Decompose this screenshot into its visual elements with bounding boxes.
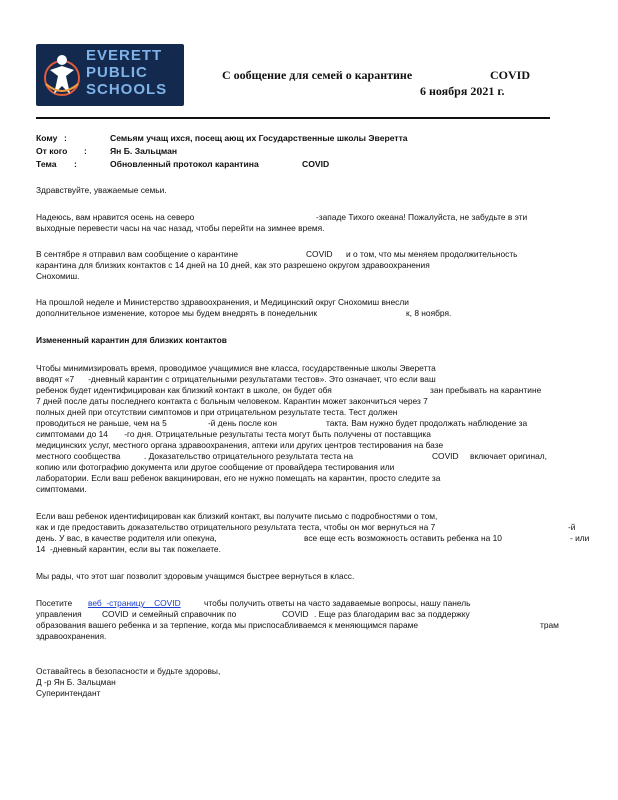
quarantine-line-6c: такта. Вам нужно будет продолжать наблюдение за <box>326 418 528 428</box>
para-autumn-1b: -западе Тихого океана! Пожалуйста, не забудьте в эти <box>316 212 528 222</box>
quarantine-line-3a: ребенок будет идентифицирован как близкий контакт в школе, он будет обя <box>36 385 332 395</box>
quarantine-line-11: лаборатории. Если ваш ребенок вакцинирован, его не нужно помещать на карантин, просто следите за <box>36 473 441 483</box>
visit-line-2c: и семейный справочник по <box>132 609 237 619</box>
visit-line-1a: Посетите <box>36 598 73 608</box>
para-september-1a: В сентябре я отправил вам сообщение о карантине <box>36 249 239 259</box>
signature-title: Суперинтендант <box>36 688 101 698</box>
quarantine-line-1: Чтобы минимизировать время, проводимое учащимися вне класса, государственные школы Эверетта <box>36 363 436 373</box>
memo-from-label: От кого <box>36 146 68 156</box>
para-autumn-1a: Надеюсь, вам нравится осень на северо <box>36 212 195 222</box>
logo-line-3: SCHOOLS <box>86 81 168 98</box>
header-divider <box>36 117 550 119</box>
quarantine-line-12: симптомами. <box>36 484 87 494</box>
memo-from-colon: : <box>84 146 87 156</box>
quarantine-line-9a: местного сообщества <box>36 451 121 461</box>
letter-line-3a: день. У вас, в качестве родителя или опекуна, <box>36 533 217 543</box>
para-autumn-2: выходные перевести часы на час назад, чтобы перейти на зимнее время. <box>36 223 325 233</box>
memo-to-colon: : <box>64 133 67 143</box>
letter-line-4: 14 -дневный карантин, если вы так пожелаете. <box>36 544 221 554</box>
para-september-1b: COVID <box>306 249 333 259</box>
memo-subject-value: Обновленный протокол карантина <box>110 159 259 169</box>
quarantine-line-7: симптомами до 14 -го дня. Отрицательные результаты теста могут быть получены от поставщика <box>36 429 431 439</box>
section-title: Измененный карантин для близких контактов <box>36 335 227 345</box>
visit-line-2a: управления <box>36 609 82 619</box>
logo-line-2: PUBLIC <box>86 64 148 81</box>
memo-to-label: Кому <box>36 133 58 143</box>
glad-line: Мы рады, что этот шаг позволит здоровым учащимся быстрее вернуться в класс. <box>36 571 355 581</box>
quarantine-line-4: 7 дней после даты последнего контакта с больным человеком. Карантин может закончиться через 7 <box>36 396 428 406</box>
title-covid: COVID <box>490 68 531 82</box>
letter-line-2b: -й <box>568 522 576 532</box>
visit-line-1b: чтобы получить ответы на часто задаваемые вопросы, нашу панель <box>204 598 471 608</box>
visit-line-2b: COVID <box>102 609 129 619</box>
memo-from-value: Ян Б. Зальцман <box>110 146 178 156</box>
quarantine-line-9b: . Доказательство отрицательного результата теста на <box>144 451 353 461</box>
para-september-3: Снохомиш. <box>36 271 80 281</box>
covid-webpage-link[interactable]: веб -страницу COVID <box>88 598 181 608</box>
quarantine-line-8: медицинских услуг, местного органа здравоохранения, аптеки или других центров тестирования на базе <box>36 440 444 450</box>
quarantine-line-9d: включает оригинал, <box>470 451 547 461</box>
signature-name: Д -р Ян Б. Зальцман <box>36 677 116 687</box>
quarantine-line-3b: зан пребывать на карантине <box>430 385 542 395</box>
letter-line-2a: как и где предоставить доказательство отрицательного результата теста, чтобы он мог вернуться на 7 <box>36 522 436 532</box>
document-title: С ообщение для семей о карантине <box>222 68 413 82</box>
closing-line: Оставайтесь в безопасности и будьте здоровы, <box>36 666 221 676</box>
visit-line-2d: COVID <box>282 609 309 619</box>
memo-subject-covid: COVID <box>302 159 330 169</box>
memo-subject-label: Тема <box>36 159 57 169</box>
greeting: Здравствуйте, уважаемые семьи. <box>36 185 167 195</box>
quarantine-line-9c: COVID <box>432 451 459 461</box>
quarantine-line-6a: проводиться не раньше, чем на 5 <box>36 418 167 428</box>
para-lastweek-1: На прошлой неделе и Министерство здравоохранения, и Медицинский округ Снохомиш внесли <box>36 297 409 307</box>
logo-line-1: EVERETT <box>86 47 163 64</box>
memo-to-value: Семьям учащ ихся, посещ ающ их Государственные школы Эверетта <box>110 133 408 143</box>
quarantine-line-5: полных дней при отсутствии симптомов и при отрицательном результате теста. Тест должен <box>36 407 398 417</box>
letter-line-3b: все еще есть возможность оставить ребенка на 10 <box>304 533 502 543</box>
visit-line-3a: образования вашего ребенка и за терпение, когда мы приспосабливаемся к меняющимся параме <box>36 620 419 630</box>
visit-line-2e: . Еще раз благодарим вас за поддержку <box>314 609 470 619</box>
district-logo <box>36 44 184 106</box>
quarantine-line-6b: -й день после кон <box>208 418 277 428</box>
logo-emblem-icon <box>40 48 84 102</box>
para-september-1c: и о том, что мы меняем продолжительность <box>346 249 518 259</box>
para-lastweek-2a: дополнительное изменение, которое мы будем внедрять в понедельник <box>36 308 318 318</box>
memo-subject-colon: : <box>74 159 77 169</box>
para-lastweek-2b: к, 8 ноября. <box>406 308 452 318</box>
letter-line-3c: - или <box>570 533 590 543</box>
para-september-2: карантина для близких контактов с 14 дней на 10 дней, как это разрешено округом здравоохранения <box>36 260 430 270</box>
letter-line-1: Если ваш ребенок идентифицирован как близкий контакт, вы получите письмо с подробностями о том, <box>36 511 438 521</box>
quarantine-line-10: копию или фотографию документа или другое сообщение от провайдера тестирования или <box>36 462 395 472</box>
visit-line-3b: трам <box>540 620 559 630</box>
quarantine-line-2: вводят «7 -дневный карантин с отрицательными результатами тестов». Это означает, что если ваш <box>36 374 436 384</box>
document-date: 6 ноября 2021 г. <box>420 84 505 98</box>
visit-line-4: здравоохранения. <box>36 631 107 641</box>
